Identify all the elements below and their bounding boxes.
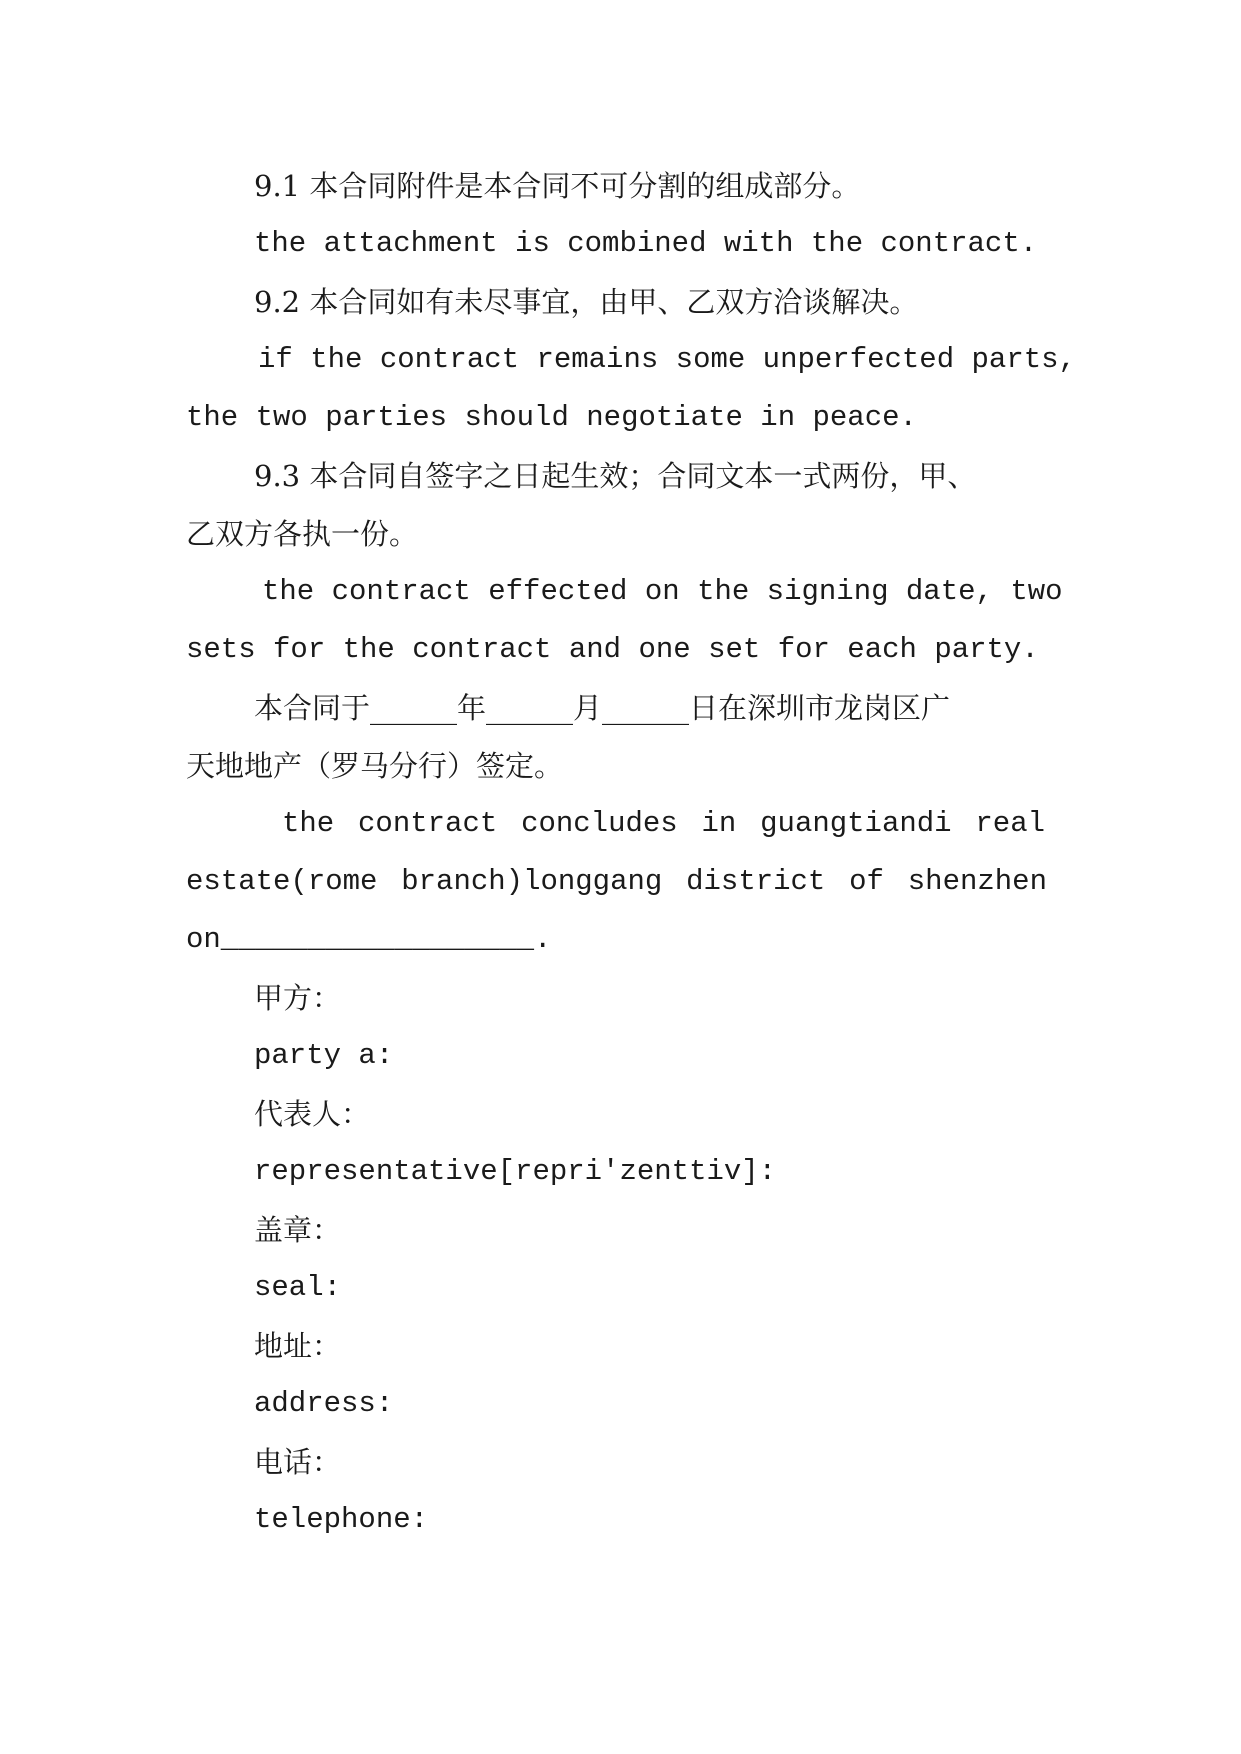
representative-label-zh: 代表人： <box>254 1097 371 1131</box>
signing-place-zh-line-1: 本合同于______年______月______日在深圳市龙岗区广 <box>254 691 951 725</box>
telephone-label-zh: 电话： <box>254 1445 342 1479</box>
signing-place-en-line-1: the contract concludes in guangtiandi real <box>282 807 1045 840</box>
seal-label-zh: 盖章： <box>254 1213 342 1247</box>
clause-9-3-zh-line-2: 乙双方各执一份。 <box>186 517 419 551</box>
clause-9-1-zh: 9.1 本合同附件是本合同不可分割的组成部分。 <box>254 169 861 203</box>
representative-label-en: representative[repri'zenttiv]: <box>254 1155 777 1188</box>
clause-9-2-en-line-1: if the contract remains some unperfected parts, <box>258 343 1076 376</box>
party-a-label-en: party a: <box>254 1039 394 1072</box>
signing-place-en-line-2: estate(rome branch)longgang district of shenzhen <box>186 865 1047 898</box>
clause-9-3-en-line-2: sets for the contract and one set for each party. <box>186 633 1039 666</box>
clause-9-1-en: the attachment is combined with the contract. <box>254 227 1038 260</box>
signing-date-blank: on__________________. <box>186 923 552 956</box>
clause-9-2-zh: 9.2 本合同如有未尽事宜，由甲、乙双方洽谈解决。 <box>254 285 919 319</box>
address-label-en: address: <box>254 1387 394 1420</box>
seal-label-en: seal: <box>254 1271 342 1304</box>
clause-9-3-zh-line-1: 9.3 本合同自签字之日起生效；合同文本一式两份，甲、 <box>254 459 977 493</box>
signing-place-zh-line-2: 天地地产（罗马分行）签定。 <box>186 749 564 783</box>
clause-9-2-en-line-2: the two parties should negotiate in peace. <box>186 401 917 434</box>
address-label-zh: 地址： <box>254 1329 342 1363</box>
party-a-label-zh: 甲方： <box>254 981 342 1015</box>
clause-9-3-en-line-1: the contract effected on the signing date, two <box>262 575 1063 608</box>
telephone-label-en: telephone: <box>254 1503 429 1536</box>
